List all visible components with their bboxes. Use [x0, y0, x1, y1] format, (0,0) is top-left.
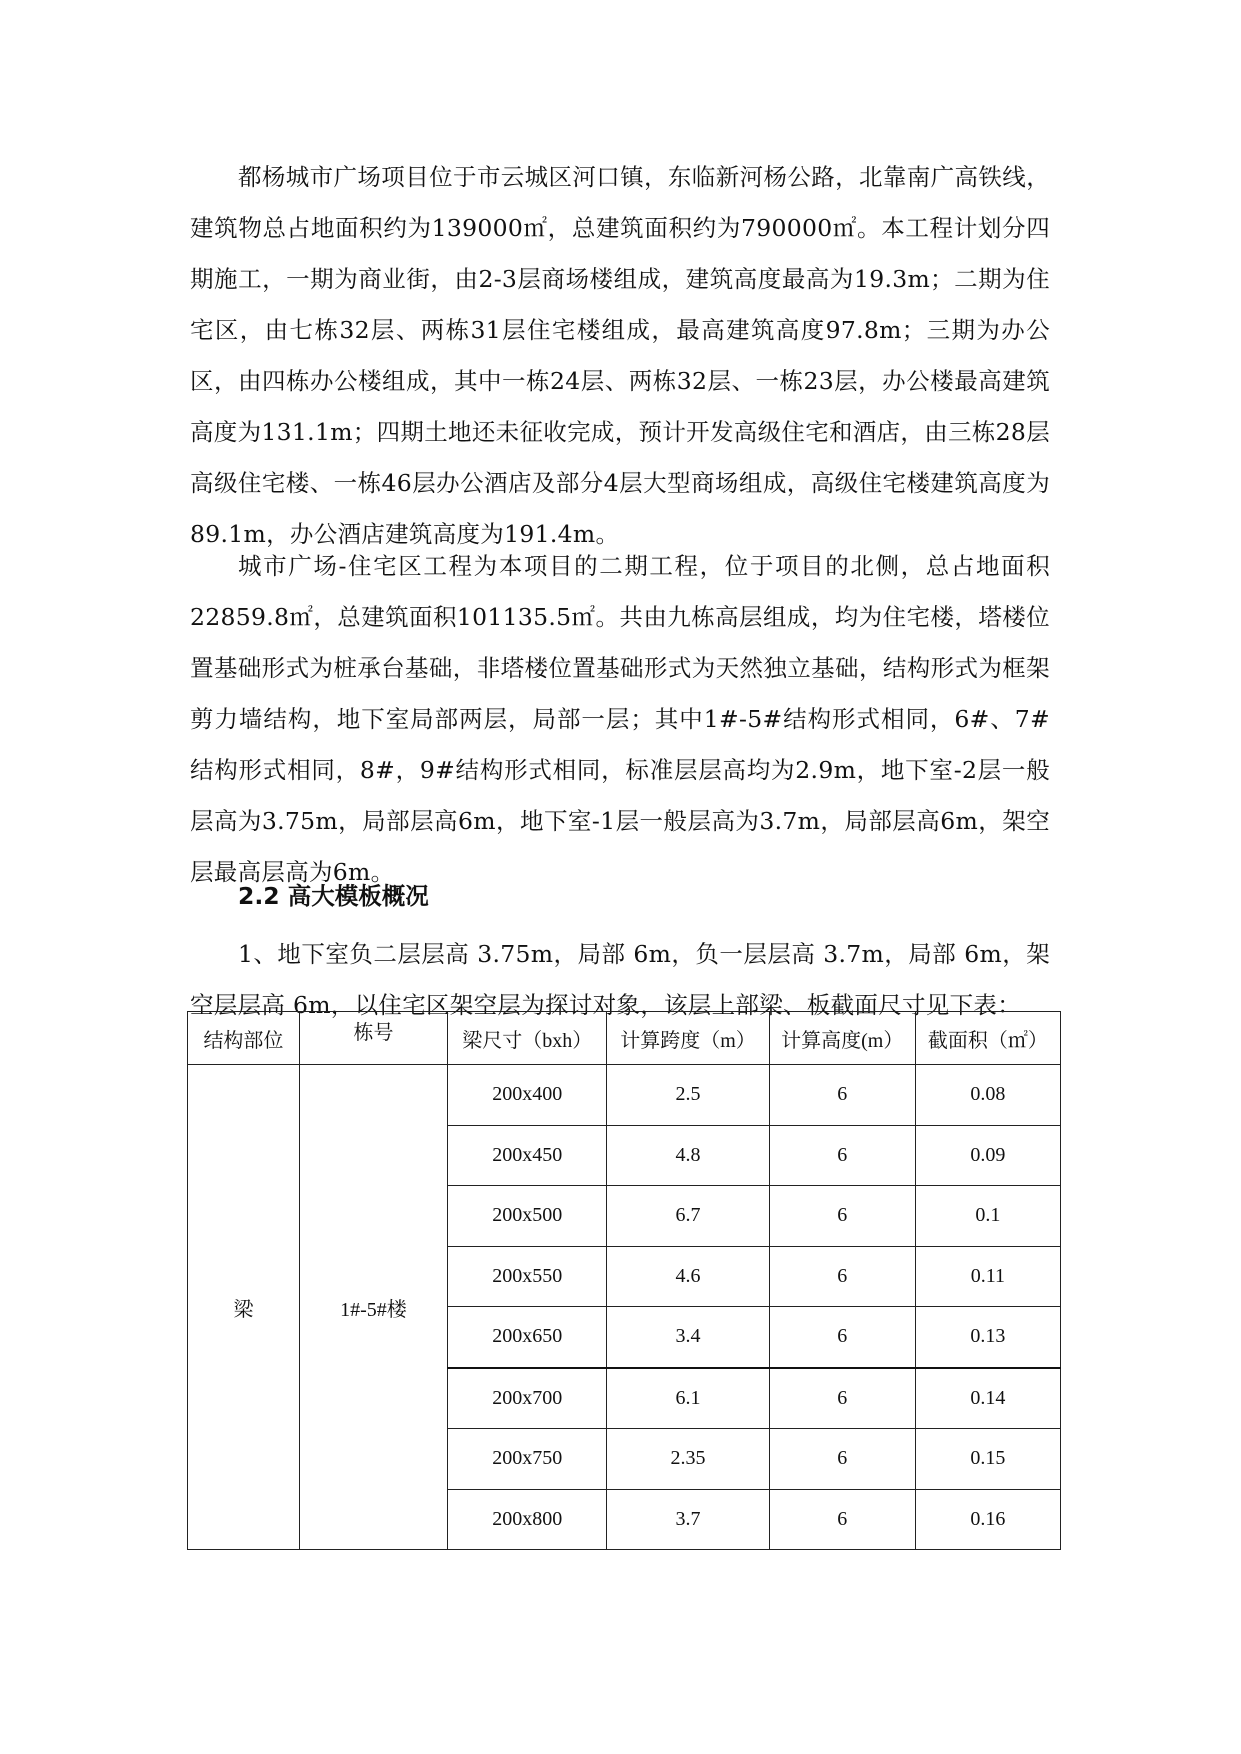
header-cell: 计算跨度（m） [607, 1012, 769, 1065]
span-cell: 2.5 [607, 1065, 769, 1126]
beam-size-cell: 200x650 [448, 1307, 607, 1368]
beam-size-cell: 200x750 [448, 1429, 607, 1490]
height-cell: 6 [769, 1246, 915, 1307]
area-cell: 0.14 [915, 1368, 1060, 1429]
span-cell: 3.7 [607, 1489, 769, 1550]
header-cell: 结构部位 [188, 1012, 300, 1065]
table-row [188, 1065, 1061, 1126]
span-cell: 4.8 [607, 1125, 769, 1186]
height-cell: 6 [769, 1125, 915, 1186]
span-cell: 6.7 [607, 1186, 769, 1247]
area-cell: 0.08 [915, 1065, 1060, 1126]
beam-size-cell: 200x700 [448, 1368, 607, 1429]
span-cell: 4.6 [607, 1246, 769, 1307]
header-cell: 梁尺寸（bxh） [448, 1012, 607, 1065]
paragraph-residential-overview: 城市广场-住宅区工程为本项目的二期工程，位于项目的北侧，总占地面积22859.8㎡，总建筑面积101135.5㎡。共由九栋高层组成，均为住宅楼，塔楼位置基础形式为桩承台基础，非塔楼位置基础形式为天然独立基础，结构形式为框架剪力墙结构，地下室局部两层，局部一层；其中1#-5#结构形式相同，6#、7#结构形式相同，8#，9#结构形式相同，标准层层高均为2.9m，地下室-2层一般层高为3.75m，局部层高6m，地下室-1层一般层高为3.7m，局部层高6m，架空层最高层高为6m。 [190, 552, 1050, 886]
height-cell: 6 [769, 1065, 915, 1126]
beam-size-cell: 200x800 [448, 1489, 607, 1550]
structure-part-cell: 梁 [188, 1065, 300, 1550]
table-body [188, 1065, 1061, 1550]
beam-size-cell: 200x400 [448, 1065, 607, 1126]
table-header-row [188, 1012, 1061, 1065]
header-cell: 计算高度(m） [769, 1012, 915, 1065]
height-cell: 6 [769, 1186, 915, 1247]
span-cell: 6.1 [607, 1368, 769, 1429]
height-cell: 6 [769, 1489, 915, 1550]
area-cell: 0.13 [915, 1307, 1060, 1368]
height-cell: 6 [769, 1368, 915, 1429]
header-cell: 截面积（㎡） [915, 1012, 1060, 1065]
beam-size-table [187, 1011, 1061, 1550]
paragraph-project-overview: 都杨城市广场项目位于市云城区河口镇，东临新河杨公路，北靠南广高铁线，建筑物总占地面积约为139000㎡，总建筑面积约为790000㎡。本工程计划分四期施工，一期为商业街，由2-3层商场楼组成，建筑高度最高为19.3m；二期为住宅区，由七栋32层、两栋31层住宅楼组成，最高建筑高度97.8m；三期为办公区，由四栋办公楼组成，其中一栋24层、两栋32层、一栋23层，办公楼最高建筑高度为131.1m；四期土地还未征收完成，预计开发高级住宅和酒店，由三栋28层高级住宅楼、一栋46层办公酒店及部分4层大型商场组成，高级住宅楼建筑高度为89.1m，办公酒店建筑高度为191.4m。 [190, 163, 1050, 548]
beam-size-cell: 200x500 [448, 1186, 607, 1247]
area-cell: 0.11 [915, 1246, 1060, 1307]
height-cell: 6 [769, 1307, 915, 1368]
area-cell: 0.1 [915, 1186, 1060, 1247]
area-cell: 0.16 [915, 1489, 1060, 1550]
header-cell: 栋号 [299, 1012, 447, 1065]
building-number-cell: 1#-5#楼 [299, 1065, 447, 1550]
height-cell: 6 [769, 1429, 915, 1490]
beam-size-cell: 200x450 [448, 1125, 607, 1186]
paragraph-formwork-intro: 1、地下室负二层层高 3.75m，局部 6m，负一层层高 3.7m，局部 6m，架空层层高 6m，以住宅区架空层为探讨对象，该层上部梁、板截面尺寸见下表： [190, 940, 1050, 1019]
area-cell: 0.15 [915, 1429, 1060, 1490]
section-heading: 2.2 高大模板概况 [238, 882, 429, 910]
beam-size-cell: 200x550 [448, 1246, 607, 1307]
span-cell: 2.35 [607, 1429, 769, 1490]
span-cell: 3.4 [607, 1307, 769, 1368]
area-cell: 0.09 [915, 1125, 1060, 1186]
